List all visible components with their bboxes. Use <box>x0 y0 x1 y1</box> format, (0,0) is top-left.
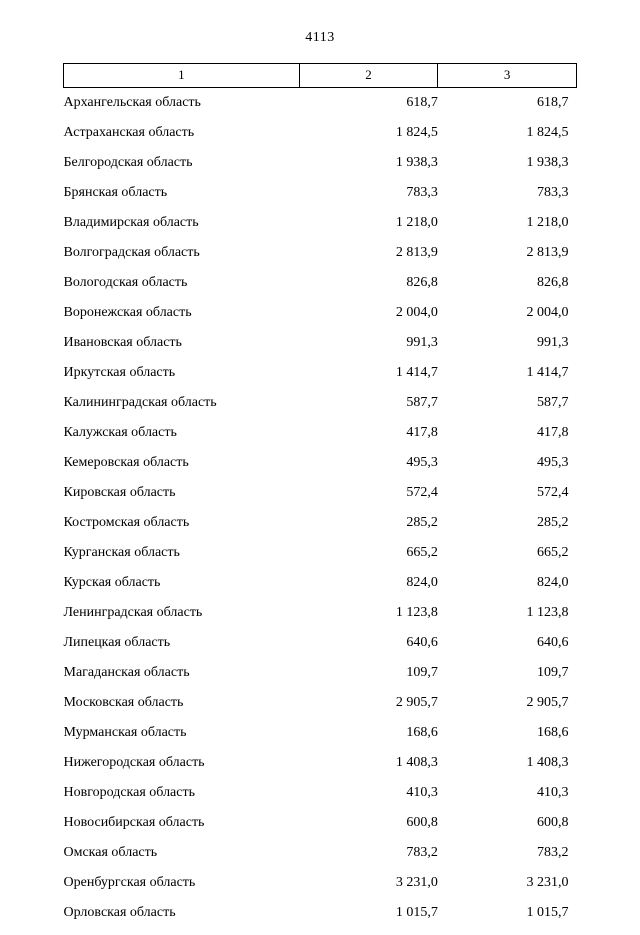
region-name: Курская область <box>63 575 161 590</box>
region-name: Курганская область <box>63 545 180 560</box>
value-column-3: 410,3 <box>537 785 569 800</box>
column-header-3: 3 <box>438 64 577 88</box>
value-column-3: 495,3 <box>537 455 569 470</box>
region-name: Калининградская область <box>63 395 217 410</box>
value-column-3: 2 813,9 <box>526 245 569 260</box>
page-number: 4113 <box>305 30 335 45</box>
region-name: Ленинградская область <box>63 605 203 620</box>
region-name: Белгородская область <box>63 155 193 170</box>
table-row <box>64 418 577 448</box>
value-column-2: 783,3 <box>406 185 438 200</box>
table-row <box>64 868 577 898</box>
table-row <box>64 628 577 658</box>
region-name: Липецкая область <box>63 635 171 650</box>
value-column-2: 587,7 <box>406 395 438 410</box>
region-name: Архангельская область <box>63 95 201 110</box>
value-column-2: 1 938,3 <box>395 155 438 170</box>
value-column-2: 1 414,7 <box>395 365 438 380</box>
value-column-3: 417,8 <box>537 425 569 440</box>
table-row <box>64 298 577 328</box>
value-column-3: 1 938,3 <box>526 155 569 170</box>
table-row <box>64 358 577 388</box>
region-name: Орловская область <box>63 905 176 920</box>
region-name: Мурманская область <box>63 725 187 740</box>
value-column-3: 640,6 <box>537 635 569 650</box>
column-header-2: 2 <box>299 64 438 88</box>
value-column-2: 783,2 <box>406 845 438 860</box>
value-column-2: 600,8 <box>406 815 438 830</box>
value-column-3: 1 015,7 <box>526 905 569 920</box>
region-name: Иркутская область <box>63 365 176 380</box>
value-column-3: 285,2 <box>537 515 569 530</box>
value-column-3: 572,4 <box>537 485 569 500</box>
region-name: Костромская область <box>63 515 190 530</box>
table-row <box>64 838 577 868</box>
region-name: Кемеровская область <box>63 455 189 470</box>
value-column-2: 826,8 <box>406 275 438 290</box>
table-row <box>64 508 577 538</box>
value-column-2: 495,3 <box>406 455 438 470</box>
table-row <box>64 538 577 568</box>
value-column-3: 1 123,8 <box>526 605 569 620</box>
table-row <box>64 808 577 838</box>
table-row <box>64 148 577 178</box>
value-column-2: 109,7 <box>406 665 438 680</box>
region-name: Оренбургская область <box>63 875 196 890</box>
value-column-2: 572,4 <box>406 485 438 500</box>
table-row <box>64 898 577 928</box>
value-column-3: 2 004,0 <box>526 305 569 320</box>
table-header-row <box>64 64 577 88</box>
table-row <box>64 568 577 598</box>
region-name: Брянская область <box>63 185 168 200</box>
region-name: Ивановская область <box>63 335 182 350</box>
value-column-2: 1 123,8 <box>395 605 438 620</box>
value-column-2: 2 813,9 <box>395 245 438 260</box>
table-row <box>64 778 577 808</box>
value-column-2: 1 824,5 <box>395 125 438 140</box>
table-row <box>64 388 577 418</box>
value-column-3: 991,3 <box>537 335 569 350</box>
column-header-1: 1 <box>64 64 300 88</box>
region-name: Московская область <box>63 695 184 710</box>
region-name: Новгородская область <box>63 785 195 800</box>
region-name: Нижегородская область <box>63 755 205 770</box>
region-name: Магаданская область <box>63 665 190 680</box>
value-column-3: 3 231,0 <box>526 875 569 890</box>
region-name: Новосибирская область <box>63 815 205 830</box>
table-row <box>64 718 577 748</box>
table-row <box>64 688 577 718</box>
value-column-2: 417,8 <box>406 425 438 440</box>
value-column-3: 618,7 <box>537 95 569 110</box>
table-row <box>64 238 577 268</box>
table-row <box>64 478 577 508</box>
table-row <box>64 118 577 148</box>
value-column-3: 783,2 <box>537 845 569 860</box>
value-column-3: 168,6 <box>537 725 569 740</box>
value-column-2: 991,3 <box>406 335 438 350</box>
region-name: Кировская область <box>63 485 176 500</box>
value-column-2: 640,6 <box>406 635 438 650</box>
table-row <box>64 598 577 628</box>
value-column-3: 826,8 <box>537 275 569 290</box>
table-row <box>64 658 577 688</box>
value-column-3: 1 408,3 <box>526 755 569 770</box>
region-name: Владимирская область <box>63 215 199 230</box>
value-column-3: 1 824,5 <box>526 125 569 140</box>
value-column-2: 2 905,7 <box>395 695 438 710</box>
value-column-2: 285,2 <box>406 515 438 530</box>
value-column-3: 824,0 <box>537 575 569 590</box>
value-column-3: 2 905,7 <box>526 695 569 710</box>
table-row <box>64 268 577 298</box>
region-name: Калужская область <box>63 425 177 440</box>
value-column-3: 1 414,7 <box>526 365 569 380</box>
value-column-3: 783,3 <box>537 185 569 200</box>
region-name: Воронежская область <box>63 305 192 320</box>
table-row <box>64 208 577 238</box>
value-column-2: 2 004,0 <box>395 305 438 320</box>
value-column-2: 824,0 <box>406 575 438 590</box>
region-name: Астраханская область <box>63 125 195 140</box>
table-row <box>64 328 577 358</box>
value-column-2: 1 015,7 <box>395 905 438 920</box>
table-row <box>64 178 577 208</box>
value-column-2: 665,2 <box>406 545 438 560</box>
region-name: Волгоградская область <box>63 245 200 260</box>
value-column-2: 3 231,0 <box>395 875 438 890</box>
value-column-2: 410,3 <box>406 785 438 800</box>
value-column-2: 1 408,3 <box>395 755 438 770</box>
value-column-3: 665,2 <box>537 545 569 560</box>
value-column-2: 168,6 <box>406 725 438 740</box>
value-column-3: 109,7 <box>537 665 569 680</box>
table-row <box>64 88 577 119</box>
value-column-3: 600,8 <box>537 815 569 830</box>
region-name: Омская область <box>63 845 158 860</box>
data-table <box>63 63 577 928</box>
table-row <box>64 448 577 478</box>
table-header <box>64 64 577 88</box>
value-column-2: 618,7 <box>406 95 438 110</box>
table-row <box>64 748 577 778</box>
table-container <box>63 63 577 928</box>
region-name: Вологодская область <box>63 275 188 290</box>
document-page <box>0 30 640 935</box>
table-body <box>64 88 577 929</box>
value-column-3: 587,7 <box>537 395 569 410</box>
value-column-2: 1 218,0 <box>395 215 438 230</box>
value-column-3: 1 218,0 <box>526 215 569 230</box>
